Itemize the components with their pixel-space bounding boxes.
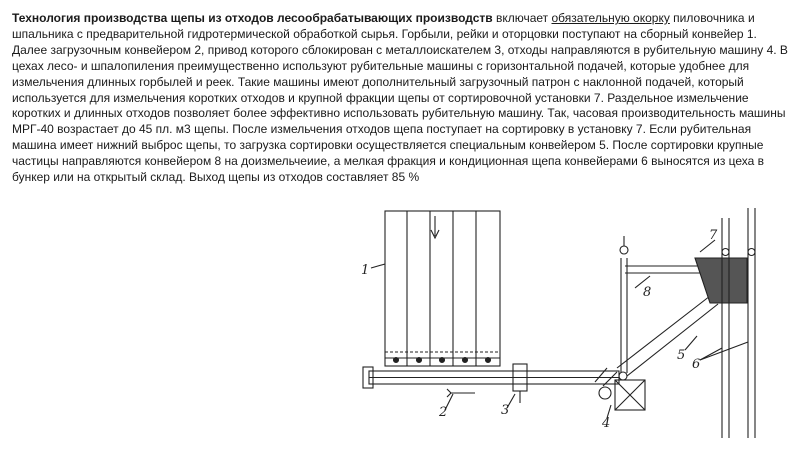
inclined-conveyor <box>617 296 718 376</box>
chipping-machine <box>595 368 645 418</box>
sorting-unit <box>695 240 747 303</box>
collecting-conveyor <box>371 211 500 366</box>
label-6: 6 <box>692 357 701 372</box>
return-conveyor <box>620 236 700 373</box>
label-8: 8 <box>643 285 652 300</box>
paragraph-title: Технология производства щепы из отходов лесообрабатывающих производств <box>12 11 493 25</box>
label-1: 1 <box>361 263 370 278</box>
paragraph-intro: включает <box>492 11 552 25</box>
label-3: 3 <box>501 403 510 418</box>
label-7: 7 <box>709 228 718 243</box>
description-paragraph <box>12 11 788 186</box>
loading-conveyor <box>363 367 619 410</box>
process-diagram-drawing <box>355 208 780 440</box>
process-diagram <box>355 208 780 440</box>
paragraph-body: пиловочника и шпальника с предварительной гидротермической обработкой сырья. Горбыли, рейки и оторцовки поступают на сборный конвейер 1. Далее загрузочным конвейером 2, привод которого сблокирован с металлоискателем 3, отходы направляются в рубительную машину 4. В цехах лесо- и шпалопиления преимущественно используют рубительные машины с горизонтальной подачей, которые удобнее для измельчения длинных горбылей и реек. Такие машины имеют дополнительный загрузочный патрон с наклонной подачей, который используется для измельчения коротких отходов и крупной фракции щепы от сортировочной установки 7. Раздельное измельчение коротких и длинных отходов позволяет более эффективно использовать рубительную машину. Так, часовая производительность машины МРГ-40 возрастает до 45 пл. м3 щепы. После измельчения отходов щепа поступает на сортировку в установку 7. Если рубительная машина имеет нижний выброс щепы, то загрузка сортировки осуществляется специальным конвейером 5. После сортировки крупные частицы направляются конвейером 8 на доизмельчеиие, а мелкая фракция и кондиционная щепа конвейерами 6 выносятся из цеха в бункер или на открытый склад. Выход щепы из отходов составляет 85 % <box>12 11 788 185</box>
label-5: 5 <box>677 348 686 363</box>
label-2: 2 <box>439 405 448 420</box>
label-4: 4 <box>602 416 611 431</box>
paragraph-underlined: обязательную окорку <box>551 11 670 25</box>
